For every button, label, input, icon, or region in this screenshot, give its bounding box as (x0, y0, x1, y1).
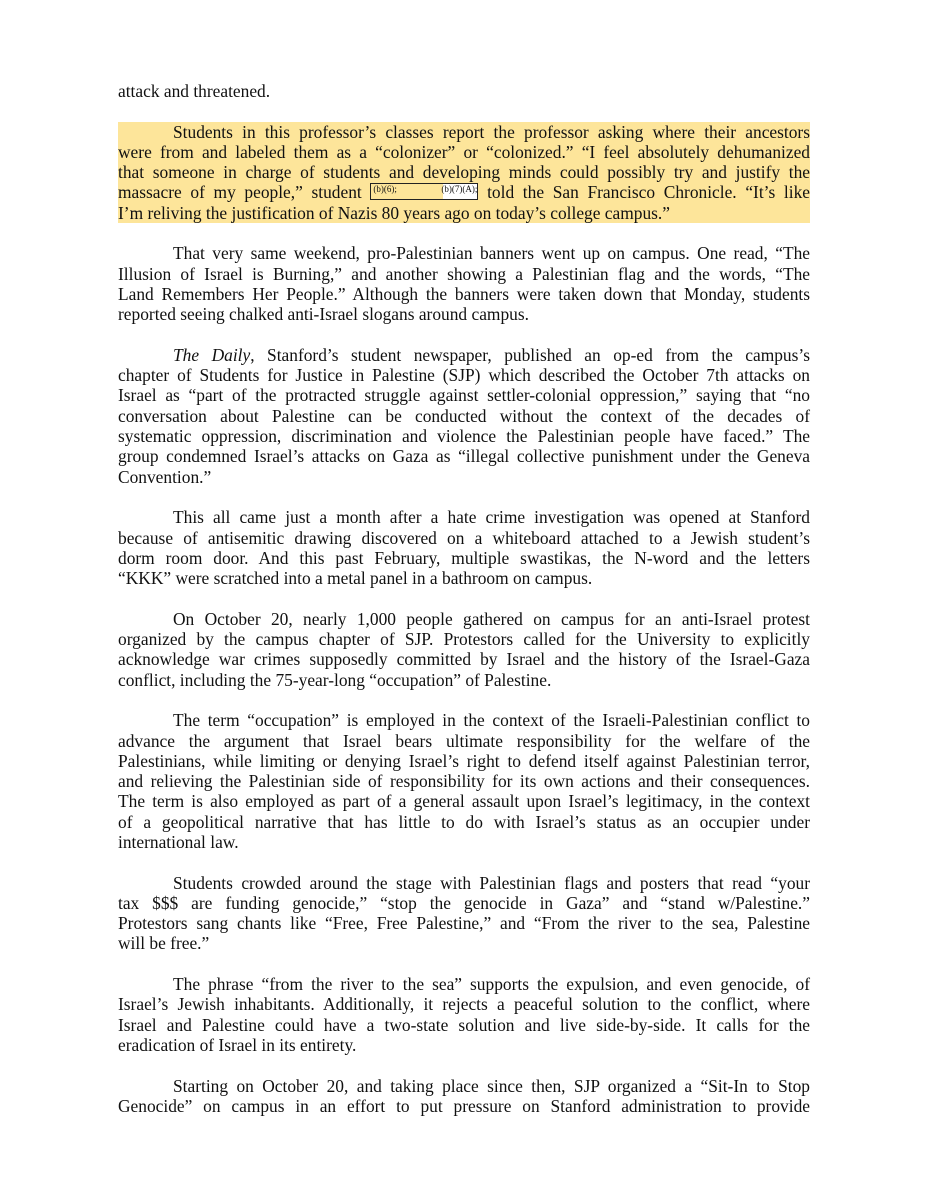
text-line: This all came just a month after a hate crime investigation was opened at Stanford (173, 507, 810, 528)
text-line: systematic oppression, discrimination and violence the Palestinian people have faced.” The (118, 426, 810, 447)
text-line: Israel’s Jewish inhabitants. Additionally, it rejects a peaceful solution to the conflict, where (118, 994, 810, 1015)
text-line: that someone in charge of students and developing minds could possibly try and justify the (118, 162, 810, 183)
newspaper-name: The Daily (173, 344, 251, 365)
text-line: attack and threatened. (118, 81, 271, 101)
text-line: of a geopolitical narrative that has little to do with Israel’s status as an occupier under (118, 811, 810, 832)
text-line (118, 345, 810, 365)
highlighted-paragraph (118, 122, 810, 223)
text-segment: massacre of my people,” student (118, 182, 362, 203)
text-line: That very same weekend, pro-Palestinian banners went up on campus. One read, “The (173, 243, 810, 264)
text-line: conflict, including the 75-year-long “occupation” of Palestine. (118, 669, 552, 690)
text-line: Illusion of Israel is Burning,” and another showing a Palestinian flag and the words, “The (118, 263, 810, 284)
paragraph (118, 345, 810, 487)
text-line: conversation about Palestine can be conducted without the context of the decades of (118, 405, 810, 426)
document-page (118, 81, 810, 1136)
text-line: dorm room door. And this past February, multiple swastikas, the N-word and the letters (118, 547, 810, 568)
redaction-box: (b)(6); (b)(7)(A); (370, 183, 478, 200)
text-line: On October 20, nearly 1,000 people gathered on campus for an anti-Israel protest (173, 608, 810, 629)
text-line: The phrase “from the river to the sea” supports the expulsion, and even genocide, of (173, 974, 810, 995)
text-line: chapter of Students for Justice in Palestine (SJP) which described the October 7th attacks on (118, 365, 810, 386)
paragraph (118, 507, 810, 588)
text-line: Students crowded around the stage with Palestinian flags and posters that read “your (173, 872, 810, 893)
text-line: The term is also employed as part of a general assault upon Israel’s legitimacy, in the context (118, 791, 810, 812)
text-line: will be free.” (118, 933, 210, 954)
paragraph (118, 609, 810, 690)
text-segment: told the San Francisco Chronicle. “It’s like (487, 182, 810, 203)
text-line: Protestors sang chants like “Free, Free Palestine,” and “From the river to the sea, Palestine (118, 913, 810, 934)
text-line: international law. (118, 831, 239, 852)
text-line (118, 182, 810, 202)
text-line: were from and labeled them as a “colonizer” or “colonized.” “I feel absolutely dehumanized (118, 141, 810, 162)
text-line: Israel and Palestine could have a two-state solution and live side-by-side. It calls for the (118, 1014, 810, 1035)
text-line: I’m reliving the justification of Nazis 80 years ago on today’s college campus.” (118, 203, 810, 223)
text-line: Land Remembers Her People.” Although the banners were taken down that Monday, students (118, 283, 810, 304)
text-line: Palestinians, while limiting or denying Israel’s right to defend itself against Palestinian terror, (118, 750, 810, 771)
opening-paragraph (118, 81, 810, 101)
text-line: Genocide” on campus in an effort to put pressure on Stanford administration to provide (118, 1095, 810, 1116)
paragraph (118, 243, 810, 324)
paragraph (118, 873, 810, 954)
text-line: Students in this professor’s classes report the professor asking where their ancestors (118, 122, 810, 142)
text-line: organized by the campus chapter of SJP. Protestors called for the University to explicitly (118, 629, 810, 650)
text-line: acknowledge war crimes supposedly committed by Israel and the history of the Israel-Gaza (118, 649, 810, 670)
text-line: group condemned Israel’s attacks on Gaza as “illegal collective punishment under the Geneva (118, 446, 810, 467)
text-line: advance the argument that Israel bears ultimate responsibility for the welfare of the (118, 730, 810, 751)
text-segment: , Stanford’s student newspaper, published an op-ed from the campus’s (250, 344, 810, 365)
text-line: Convention.” (118, 466, 212, 487)
paragraph (118, 974, 810, 1055)
text-line: reported seeing chalked anti-Israel slogans around campus. (118, 304, 529, 325)
text-line: The term “occupation” is employed in the context of the Israeli-Palestinian conflict to (173, 710, 810, 731)
text-line: “KKK” were scratched into a metal panel in a bathroom on campus. (118, 568, 593, 589)
text-line: Starting on October 20, and taking place since then, SJP organized a “Sit-In to Stop (173, 1075, 810, 1096)
text-line: Israel as “part of the protracted struggle against settler-colonial oppression,” saying that “no (118, 385, 810, 406)
text-line: tax $$$ are funding genocide,” “stop the genocide in Gaza” and “stand w/Palestine.” (118, 892, 810, 913)
text-line: and relieving the Palestinian side of responsibility for its own actions and their consequences. (118, 771, 810, 792)
text-line: because of antisemitic drawing discovered on a whiteboard attached to a Jewish student’s (118, 527, 810, 548)
paragraph (118, 710, 810, 852)
text-line: eradication of Israel in its entirety. (118, 1034, 357, 1055)
paragraph (118, 1076, 810, 1117)
